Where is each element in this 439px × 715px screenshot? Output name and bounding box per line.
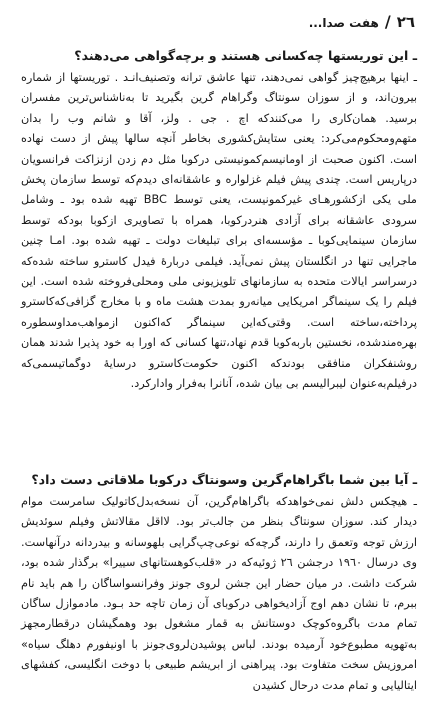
page-number: ٢٦ [396, 13, 415, 31]
question-1: ـ این توریستها چه‌کسانی هستند و برچه‌گواهی می‌دهند؟ [74, 48, 417, 63]
running-head [309, 12, 415, 34]
question-2: ـ آیا بین شما باگراهام‌گرین وسونتاگ درکوبا ملاقاتی دست داد؟ [31, 472, 417, 487]
interview-section-1 [21, 46, 417, 395]
answer-1: ـ اینها برهیچ‌چیز گواهی نمی‌دهند، تنها عاشق ترانه وتصنیف‌انـد . توریستها از شماره بیرون‌اند، و از سوزان سونتاگ وگراهام گرین بگیرید تا به‌ناشناس‌ترین مفسران برسید. همان‌کاری را می‌کنندکه اچ . جی . ولز، آقا و شانم وب را بدان متهم‌ومحکوم‌می‌کرد: یعنی ستایش‌کشوری بخاطر آنچه سالها پیش از دست نهاده است. اکنون صحبت از اومانیسم‌کمونیستی درکوبا مثل دم زدن ازنزاکت فرانسویان درپاریس است. چندی پیش فیلم غزلواره و عاشقانه‌ای دیدم‌که توسط سازمان پخش ملی یکی ازکشورهـای غیرکمونیست، یعنی توسط BBC تهیه شده بود ـ وشامل سرودی عاشقانه برای آزادی هنردرکوبا، همراه با تصاویری ازکوبا بودکه توسط سازمان سینمایی‌کوبا ـ مؤسسه‌ای برای تبلیغات دولت ـ تهیه شده بود. امـا چنین ماجرایی تنها در انگلستان پیش نمی‌آید. فیلمی دربارهٔ فیدل کاسترو ساخته شده‌که درسراسر ایالات متحده به سازمانهای تلویزیونی ملی ومحلی‌فروخته شده است. این فیلم را یک سینماگر امریکایی میانه‌رو بمدت هشت ماه و با مخارج گزافی‌که‌کاسترو پرداخته،ساخته است. وقتی‌که‌این سینماگر که‌اکنون ازمواهب‌مداوسطوره بهره‌مندشده، نخستین باربه‌کوبا قدم نهاد،تنها کسانی که اورا به خود پذیرا شدند همان روشنفکران منافقی بودندکه اکنون حکومت‌کاسترو درسایهٔ دوگماتیسمی‌که درفیلم‌به‌عنوان لیبرالیسم بی بیان شده، آنانرا به‌فرار وادارکرد. [21, 71, 417, 391]
answer-2: ـ هیچکس دلش نمی‌خواهدکه باگراهام‌گرین، آن نسخه‌بدل‌کاتولیک سامرست موام دیدار کند. سوزان سونتاگ بنظر من جالب‌تر بود. لااقل مقالاتش وفیلم سوئدیش ارزش توجه وتعمق را دارند، گرچه‌که نوعی‌چپ‌گرایی بلهوسانه و بیدردانه درآنهاست. وی درسال ١٩٦٠ درجشن ٢٦ ژوئیه‌که در «قلب‌کوهستانهای سییرا» برگذار شده بود، شرکت داشت. در میان حضار این جشن لروی جونز وفرانسواساگان را هم باید نام ببرم، تا نشان دهم اوج آزادیخواهی درکوبای آن زمان تاچه حد بـود. مادموازل ساگان تمام مدت باگروه‌کوچک دوستانش به قمار مشغول بود وهمگیشان درقطارمجهز به‌تهویه مطبوع‌خود آرمیده بودند. لباس پوشیدن‌لروی‌جونز با اونیفورم دهلگ سیاه» امروزیش سخت متفاوت بود. پیراهنی از ابریشم طبیعی با دوخت انگلیسی، کفشهای ایتالیایی و تمام مدت درحال کشیدن [21, 495, 417, 692]
journal-name: هفت صدا... [308, 16, 379, 30]
header-separator: / [384, 12, 391, 31]
interview-section-2 [21, 470, 417, 696]
